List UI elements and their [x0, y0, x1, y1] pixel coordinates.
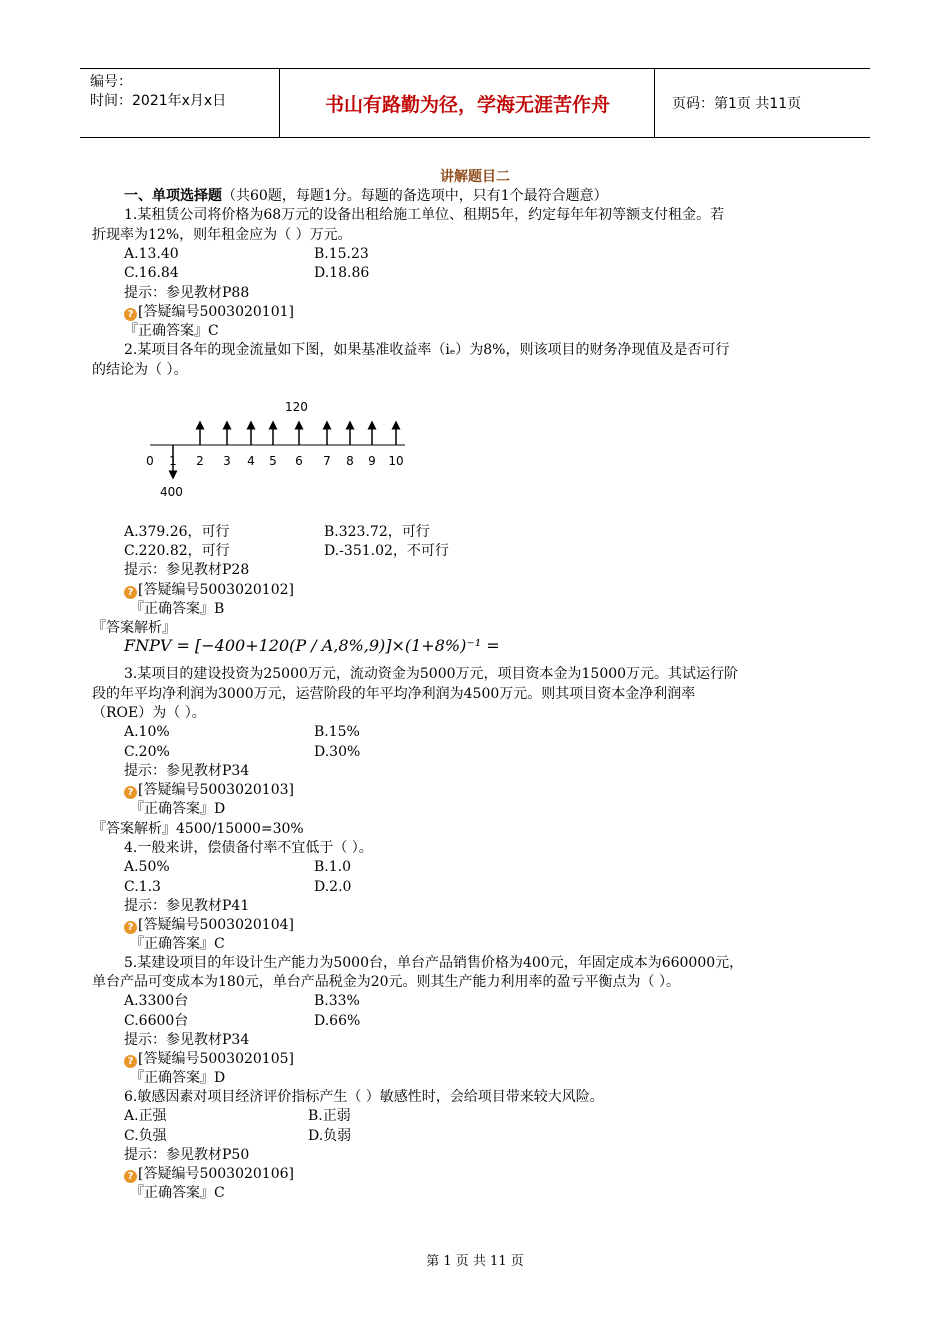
q3-code: [答疑编号5003020103] — [138, 782, 294, 798]
tick-labels — [146, 454, 403, 468]
q5-option-c: C.6600台 — [124, 1013, 189, 1029]
q5-option-b: B.33% — [314, 993, 360, 1009]
question-icon: ? — [124, 921, 137, 934]
q2-analysis-label: 『答案解析』 — [92, 620, 176, 636]
q5-line2: 单台产品可变成本为180元，单台产品税金为20元。则其生产能力利用率的盈亏平衡点为（ ）。 — [92, 974, 680, 990]
section-note: （共60题，每题1分。每题的备选项中，只有1个最符合题意） — [222, 188, 608, 204]
q4-line1: 4.一般来讲，偿债备付率不宜低于（ ）。 — [124, 840, 373, 856]
q5-hint: 提示：参见教材P34 — [124, 1032, 250, 1048]
q4-code: [答疑编号5003020104] — [138, 917, 294, 933]
q6-answer: 『正确答案』C — [130, 1185, 225, 1201]
inflow-arrows — [200, 425, 396, 445]
q1-option-b: B.15.23 — [314, 246, 369, 262]
q4-answer: 『正确答案』C — [130, 936, 225, 952]
q6-code: [答疑编号5003020106] — [138, 1166, 294, 1182]
tick-label-5: 5 — [269, 454, 277, 468]
q6-line1: 6.敏感因素对项目经济评价指标产生（ ）敏感性时，会给项目带来较大风险。 — [124, 1089, 604, 1105]
page-footer: 第 1 页 共 11 页 — [426, 1254, 524, 1269]
q5-line1: 5.某建设项目的年设计生产能力为5000台，单台产品销售价格为400元，年固定成本为660000元， — [124, 955, 744, 971]
q1-option-a: A.13.40 — [124, 246, 179, 262]
tick-label-1: 1 — [169, 454, 177, 468]
q5-code: [答疑编号5003020105] — [138, 1051, 294, 1067]
question-icon: ? — [124, 1170, 137, 1183]
q1-line1: 1.某租赁公司将价格为68万元的设备出租给施工单位、租期5年，约定每年年初等额支付租金。若 — [124, 207, 725, 223]
q6-option-b: B.正弱 — [308, 1108, 351, 1124]
q2-option-c: C.220.82，可行 — [124, 543, 230, 559]
q3-code-row — [124, 781, 294, 800]
question-icon: ? — [124, 586, 137, 599]
q4-option-c: C.1.3 — [124, 879, 161, 895]
q5-option-a: A.3300台 — [124, 993, 189, 1009]
tick-label-10: 10 — [388, 454, 404, 468]
tick-label-9: 9 — [368, 454, 376, 468]
q3-analysis: 『答案解析』4500/15000=30% — [92, 821, 304, 837]
tick-label-7: 7 — [323, 454, 331, 468]
q4-code-row — [124, 916, 294, 935]
q6-option-d: D.负弱 — [308, 1128, 352, 1144]
q4-hint: 提示：参见教材P41 — [124, 898, 250, 914]
question-icon: ? — [124, 1055, 137, 1068]
q1-code: [答疑编号5003020101] — [138, 304, 294, 320]
q3-option-d: D.30% — [314, 744, 361, 760]
number-label: 编号： — [90, 74, 132, 90]
q1-hint: 提示：参见教材P88 — [124, 285, 250, 301]
cash-flow-diagram — [0, 395, 950, 505]
q3-line2: 段的年平均净利润为3000万元，运营阶段的年平均净利润为4500万元。则其项目资本金净利润率 — [92, 686, 696, 702]
q2-code: [答疑编号5003020102] — [138, 582, 294, 598]
q3-option-b: B.15% — [314, 724, 360, 740]
q4-option-b: B.1.0 — [314, 859, 352, 875]
question-icon: ? — [124, 786, 137, 799]
q1-line2: 折现率为12%，则年租金应为（ ）万元。 — [92, 227, 352, 243]
q3-line1: 3.某项目的建设投资为25000万元，流动资金为5000万元，项目资本金为15000万元。其试运行阶 — [124, 666, 739, 682]
page-header — [80, 68, 870, 138]
q3-option-a: A.10% — [124, 724, 170, 740]
header-left-cell — [80, 69, 280, 137]
doc-title: 讲解题目二 — [440, 169, 510, 185]
q2-line1: 2.某项目各年的现金流量如下图，如果基准收益率（iₑ）为8%，则该项目的财务净现值及是否可行 — [124, 342, 730, 358]
q1-answer: 『正确答案』C — [124, 323, 219, 339]
q2-option-b: B.323.72，可行 — [324, 524, 430, 540]
q1-code-row — [124, 303, 294, 322]
section-heading — [124, 187, 608, 206]
q3-line3: （ROE）为（ ）。 — [92, 705, 206, 721]
q6-hint: 提示：参见教材P50 — [124, 1147, 250, 1163]
q3-option-c: C.20% — [124, 744, 170, 760]
tick-label-0: 0 — [146, 454, 154, 468]
q2-option-a: A.379.26，可行 — [124, 524, 230, 540]
tick-label-6: 6 — [295, 454, 303, 468]
q2-option-d: D.-351.02，不可行 — [324, 543, 449, 559]
q5-answer: 『正确答案』D — [130, 1070, 226, 1086]
q2-code-row — [124, 581, 294, 600]
q2-line2: 的结论为（ ）。 — [92, 362, 188, 378]
q2-hint: 提示：参见教材P28 — [124, 562, 250, 578]
q3-hint: 提示：参见教材P34 — [124, 763, 250, 779]
q2-formula: FNPV = [−400+120(P / A,8%,9)]×(1+8%)⁻¹ = — [124, 636, 500, 655]
inflow-label: 120 — [285, 400, 308, 414]
tick-label-3: 3 — [223, 454, 231, 468]
time-label: 时间：2021年x月x日 — [90, 93, 227, 109]
q6-option-c: C.负强 — [124, 1128, 167, 1144]
q1-option-c: C.16.84 — [124, 265, 179, 281]
question-icon: ? — [124, 308, 137, 321]
q2-answer: 『正确答案』B — [130, 601, 225, 617]
q5-code-row — [124, 1050, 294, 1069]
outflow-label: 400 — [160, 485, 183, 499]
q6-code-row — [124, 1165, 294, 1184]
page-info: 页码：第1页 共11页 — [672, 96, 802, 112]
q4-option-a: A.50% — [124, 859, 170, 875]
motto: 书山有路勤为径，学海无涯苦作舟 — [281, 69, 655, 137]
q6-option-a: A.正强 — [124, 1108, 167, 1124]
tick-label-8: 8 — [346, 454, 354, 468]
tick-label-4: 4 — [247, 454, 255, 468]
tick-label-2: 2 — [196, 454, 204, 468]
q1-option-d: D.18.86 — [314, 265, 370, 281]
q4-option-d: D.2.0 — [314, 879, 352, 895]
q3-answer: 『正确答案』D — [130, 801, 226, 817]
q5-option-d: D.66% — [314, 1013, 361, 1029]
section-title: 一、单项选择题 — [124, 188, 222, 204]
